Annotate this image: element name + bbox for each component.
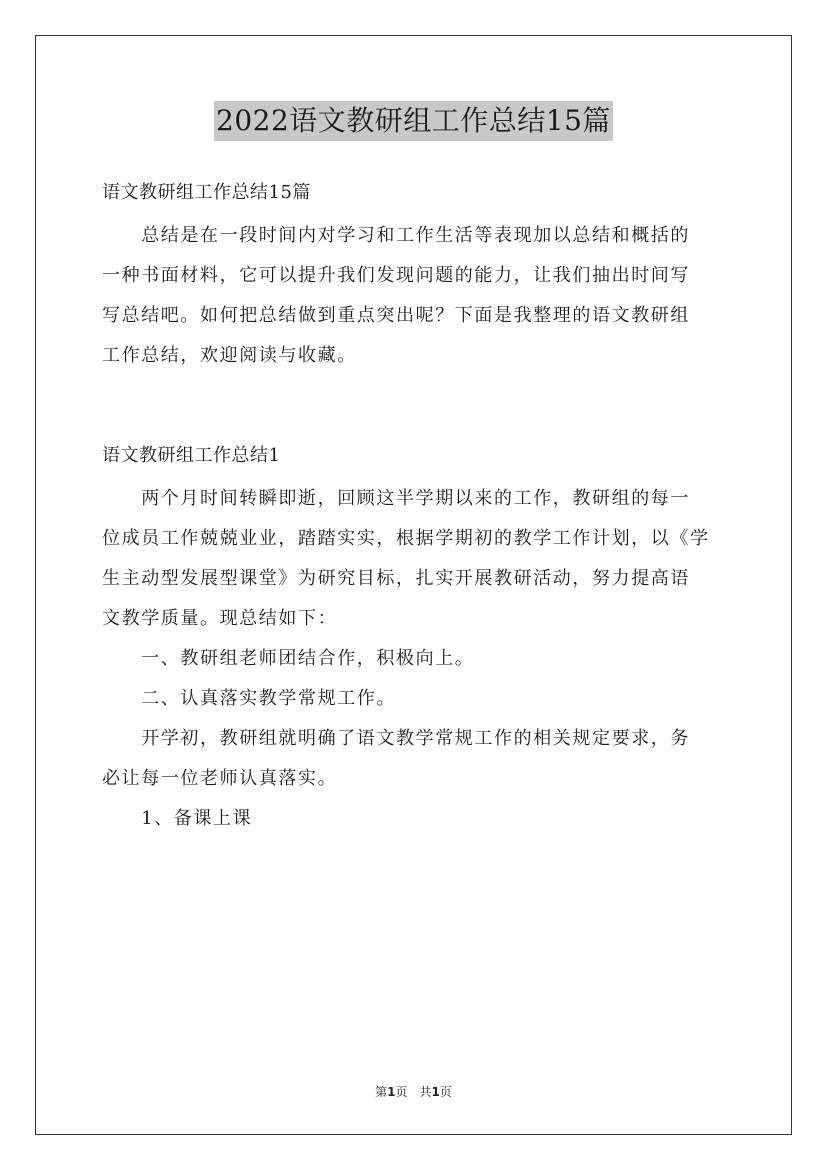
footer-prefix: 第 [375, 1085, 388, 1099]
section-line: 两个月时间转瞬即逝，回顾这半学期以来的工作，教研组的每一 [102, 488, 690, 509]
page-footer [0, 1083, 827, 1100]
footer-mid: 页 共 [395, 1085, 432, 1099]
section-heading: 语文教研组工作总结1 [102, 445, 281, 466]
intro-line: 一种书面材料，它可以提升我们发现问题的能力，让我们抽出时间写 [102, 265, 690, 286]
document-subtitle: 语文教研组工作总结15篇 [102, 182, 311, 203]
footer-suffix: 页 [439, 1085, 452, 1099]
section-gap [102, 376, 724, 433]
footer-total-pages: 1 [431, 1085, 440, 1099]
section-line: 位成员工作兢兢业业，踏踏实实，根据学期初的教学工作计划，以《学 [102, 528, 710, 549]
section-line: 文教学质量。现总结如下： [102, 608, 338, 629]
title-wrap [0, 101, 827, 141]
footer-page-number: 1 [387, 1085, 396, 1099]
document-body [102, 170, 724, 839]
document-title: 2022语文教研组工作总结15篇 [214, 101, 613, 141]
section-line: 开学初，教研组就明确了语文教学常规工作的相关规定要求，务 [102, 728, 690, 749]
intro-line: 工作总结，欢迎阅读与收藏。 [102, 345, 357, 366]
section-line: 二、认真落实教学常规工作。 [102, 688, 396, 709]
section-line: 生主动型发展型课堂》为研究目标，扎实开展教研活动，努力提高语 [102, 568, 690, 589]
intro-line: 总结是在一段时间内对学习和工作生活等表现加以总结和概括的 [102, 225, 690, 246]
section-line: 必让每一位老师认真落实。 [102, 768, 338, 789]
section-line: 一、教研组老师团结合作，积极向上。 [102, 648, 475, 669]
section-line: 1、备课上课 [102, 808, 253, 829]
intro-line: 写总结吧。如何把总结做到重点突出呢？下面是我整理的语文教研组 [102, 305, 690, 326]
